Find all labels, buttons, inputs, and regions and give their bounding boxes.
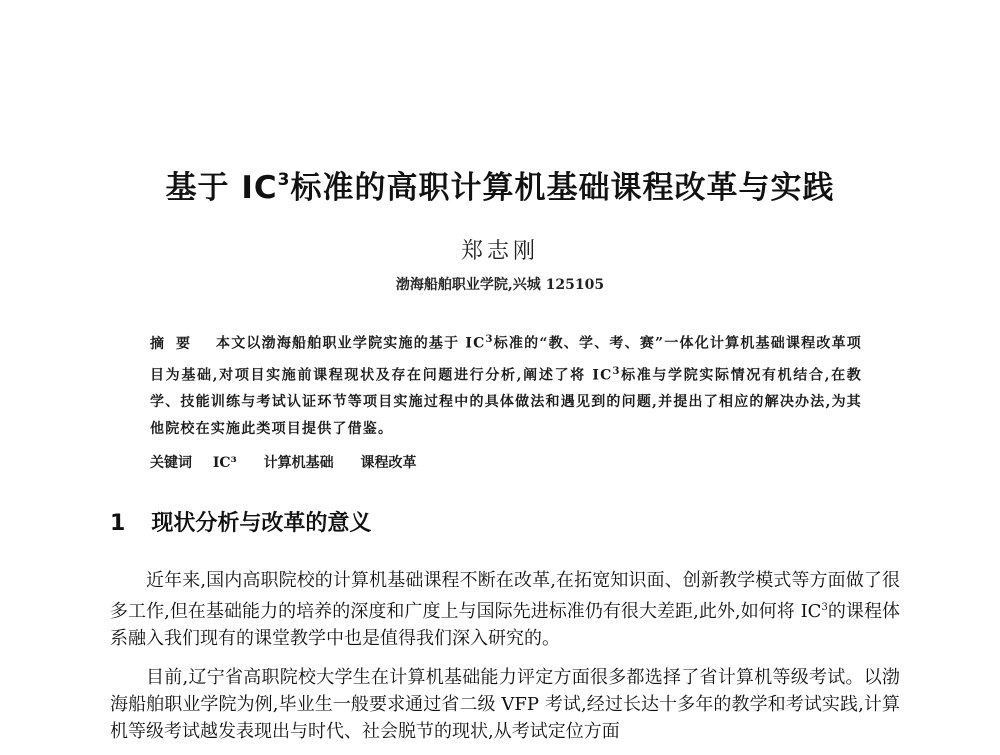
author-affiliation: 渤海船舶职业学院,兴城 125105 bbox=[395, 277, 605, 293]
body-paragraph-2 bbox=[110, 664, 900, 755]
paragraph-1-post: 的课程体系融入我们现有的课堂教学中也是值得我们深入研究的。 bbox=[110, 601, 901, 649]
section-title: 现状分析与改革的意义 bbox=[151, 511, 372, 536]
author-name: 郑志刚 bbox=[460, 239, 539, 264]
keyword-item: 课程改革 bbox=[360, 455, 417, 471]
abstract bbox=[150, 326, 862, 443]
abstract-text-post: 标准与学院实际情况有机结合,在教学、技能训练与考试认证环节等项目实施过程中的具体做法和遇见到的问题,并提出了相应的解决办法,为其他院校在实施此类项目提供了借鉴。 bbox=[150, 367, 862, 438]
section-number: 1 bbox=[110, 511, 126, 536]
keywords bbox=[150, 452, 862, 472]
keyword-item: IC³ bbox=[212, 455, 237, 471]
keyword-item: 计算机基础 bbox=[263, 455, 334, 471]
abstract-text-mid: 标准的“教、学、考、赛”一体化计算机基础课程改革项目为基础,对项目实施前课程现状及存在问题进行分析,阐述了将 IC bbox=[150, 335, 862, 384]
section-heading bbox=[110, 506, 371, 537]
paragraph-1-superscript: 3 bbox=[821, 602, 828, 613]
title-superscript: 3 bbox=[277, 169, 291, 190]
body-paragraph-1 bbox=[110, 567, 900, 662]
abstract-superscript: 3 bbox=[485, 334, 494, 345]
abstract-superscript-2: 3 bbox=[612, 365, 621, 377]
abstract-text-pre: 本文以渤海船舶职业学院实施的基于 IC bbox=[216, 335, 486, 352]
title-suffix: 标准的高职计算机基础课程改革与实践 bbox=[290, 170, 835, 206]
paragraph-2-text: 目前,辽宁省高职院校大学生在计算机基础能力评定方面很多都选择了省计算机等级考试。以渤海船舶职业学院为例,毕业生一般要求通过省二级 VFP 考试,经过长达十多年的教学和考试实践,计算机等级考试越发表现出与时代、社会脱节的现状,从考试定位方面 bbox=[110, 667, 900, 742]
keywords-label: 关键词 bbox=[150, 455, 192, 471]
paper-title bbox=[0, 162, 1000, 207]
title-prefix: 基于 IC bbox=[165, 170, 278, 206]
abstract-label: 摘要 bbox=[150, 335, 203, 352]
paragraph-1-pre: 近年来,国内高职院校的计算机基础课程不断在改革,在拓宽知识面、创新教学模式等方面做了很多工作,但在基础能力的培养的深度和广度上与国际先进标准仍有很大差距,此外,如何将 IC bbox=[110, 570, 900, 622]
paragraph-text bbox=[110, 567, 900, 652]
